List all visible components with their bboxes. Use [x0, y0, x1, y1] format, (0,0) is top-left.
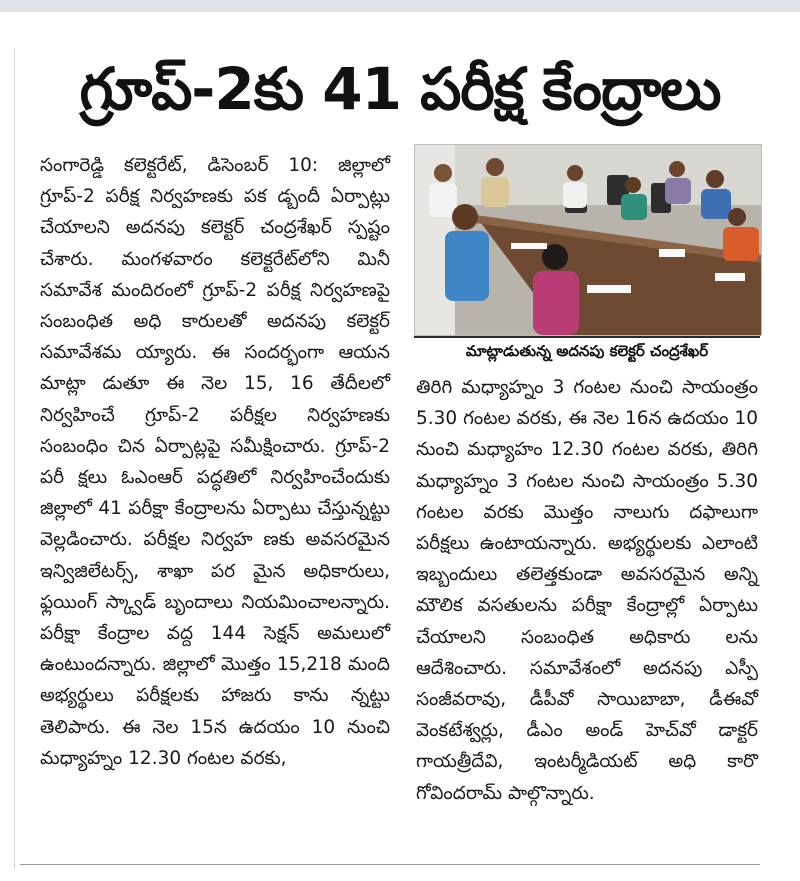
article-column-left: సంగారెడ్డి కలెక్టరేట్, డిసెంబర్ 10: జిల్లాలో గ్రూప్-2 పరీక్ష నిర్వహణకు పక డ్బందీ ఏర్పాట్లు చేయాలని అదనపు కలెక్టర్ చంద్రశేఖర్ స్పష్టం చేశారు. మంగళవారం కలెక్టరేట్‌లోని మినీ సమావేశ మందిరంలో గ్రూప్-2 పరీక్ష నిర్వహణపై సంబంధిత అధి కారులతో అదనపు కలెక్టర్ సమావేశమ య్యారు. ఈ సందర్భంగా ఆయన మాట్లా డుతూ ఈ నెల 15, 16 తేదీలలో నిర్వహించే గ్రూప్-2 పరీక్షల నిర్వహణకు సంబంధిం చిన ఏర్పాట్లపై సమీక్షించారు. గ్రూప్-2 పరీ క్షలు ఓఎంఆర్ పద్ధతిలో నిర్వహించేందుకు జిల్లాలో 41 పరీక్షా కేంద్రాలను ఏర్పాటు చేస్తున్నట్టు వెల్లడించారు. పరీక్షల నిర్వహ ణకు అవసరమైన ఇన్విజిలేటర్స్, శాఖా పర మైన అధికారులు, ఫ్లయింగ్ స్క్వాడ్ బృందాలు నియమించాలన్నారు. పరీక్షా కేంద్రాల వద్ద 144 సెక్షన్ అమలులో ఉంటుందన్నారు. జిల్లాలో మొత్తం 15,218 మంది అభ్యర్థులు పరీక్షలకు హాజరు కాను న్నట్టు తెలిపారు. ఈ నెల 15న ఉదయం 10 నుంచి మధ్యాహ్నం 12.30 గంటల వరకు,: [40, 155, 390, 769]
bottom-rule: [20, 864, 760, 865]
page-top-strip: [0, 0, 800, 12]
article-column-right: తిరిగి మధ్యాహ్నం 3 గంటల నుంచి సాయంత్రం 5.30 గంటల వరకు, ఈ నెల 16న ఉదయం 10 నుంచి మధ్యాహం 12.30 గంటల వరకు, తిరిగి మధ్యాహ్నం 3 గంటల నుంచి సాయంత్రం 5.30 గంటల వరకు మొత్తం నాలుగు దఫాలుగా పరీక్షలు ఉంటాయన్నారు. అభ్యర్థులకు ఎలాంటి ఇబ్బందులు తలెత్తకుండా అవసరమైన అన్ని మౌలిక వసతులను పరీక్షా కేంద్రాల్లో ఏర్పాటు చేయాలని సంబంధిత అధికారు లను ఆదేశించారు. సమావేశంలో అదనపు ఎస్పీ సంజీవరావు, డీపీవో సాయిబాబా, డీఈవో వెంకటేశ్వర్లు, డీఎం అండ్ హెచ్‌వో డాక్టర్ గాయత్రీదేవి, ఇంటర్మీడియట్ అధి కారొ గోవిందరామ్ పాల్గొన్నారు.: [416, 377, 758, 804]
headline: గ్రూప్-2కు 41 పరీక్ష కేంద్రాలు: [79, 55, 721, 123]
meeting-photo: [414, 144, 762, 336]
photo-caption-bar: [414, 336, 760, 364]
photo-caption: మాట్లాడుతున్న అదనపు కలెక్టర్ చంద్రశేఖర్: [465, 342, 709, 360]
meeting-photo-illustration: [415, 145, 761, 335]
column-divider: [14, 48, 15, 868]
